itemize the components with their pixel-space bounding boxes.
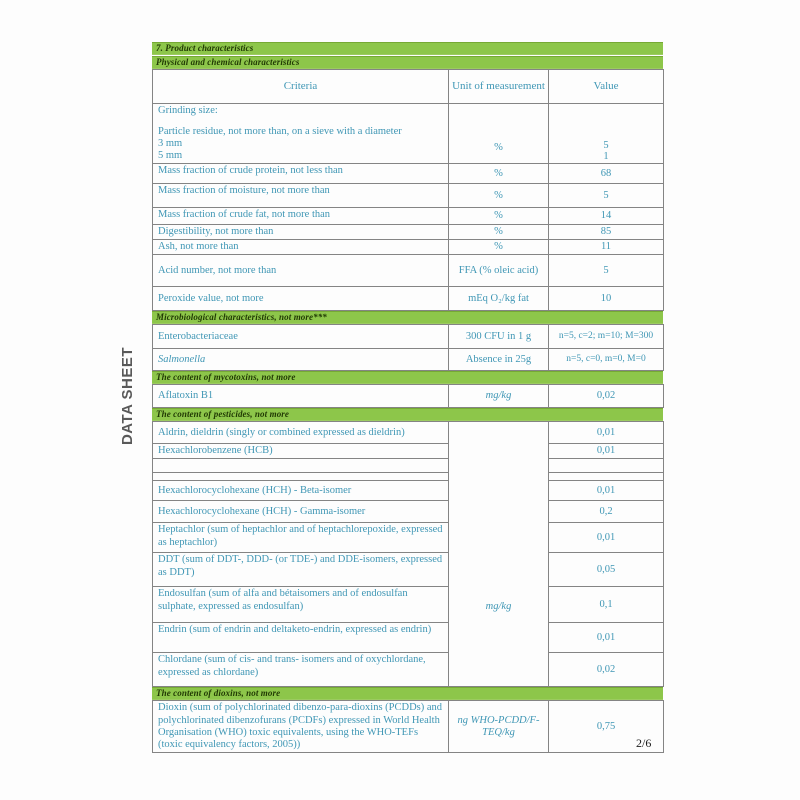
value-cell xyxy=(549,473,664,481)
criteria-cell: Hexachlorocyclohexane (HCH) - Beta-isomer xyxy=(153,481,449,501)
table-row xyxy=(153,240,664,255)
grinding-size-title: Grinding size: xyxy=(158,105,218,116)
section-bar-microbiological: Microbiological characteristics, not more*** xyxy=(152,311,663,324)
unit-cell: % xyxy=(449,225,549,240)
criteria-cell: Mass fraction of crude protein, not less than xyxy=(153,164,449,184)
grinding-size-3mm: 3 mm xyxy=(158,138,183,150)
table-row xyxy=(153,225,664,240)
table-row xyxy=(153,164,664,184)
criteria-cell: DDT (sum of DDT-, DDD- (or TDE-) and DDE-isomers, expressed as DDT) xyxy=(153,553,449,587)
value-cell: 0,01 xyxy=(549,623,664,653)
grinding-value-5mm: 1 xyxy=(603,151,609,163)
criteria-cell: Acid number, not more than xyxy=(153,255,449,287)
table-row xyxy=(153,587,664,623)
mycotoxins-table xyxy=(152,384,664,408)
table-row xyxy=(153,523,664,553)
table-row xyxy=(153,104,664,164)
value-cell: 11 xyxy=(549,240,664,255)
criteria-cell: Aflatoxin B1 xyxy=(153,385,449,408)
table-row xyxy=(153,459,664,473)
page-number: 2/6 xyxy=(636,736,652,750)
value-cell: 0,75 xyxy=(549,701,664,752)
value-cell xyxy=(549,104,664,164)
section-bar-product-characteristics: 7. Product characteristics xyxy=(152,42,663,55)
value-cell: n=5, c=0, m=0, M=0 xyxy=(549,349,664,371)
value-cell: 5 xyxy=(549,255,664,287)
value-cell: 0,01 xyxy=(549,481,664,501)
value-cell: 68 xyxy=(549,164,664,184)
value-cell: 85 xyxy=(549,225,664,240)
value-cell: 0,01 xyxy=(549,444,664,459)
table-row xyxy=(153,422,664,444)
table-row xyxy=(153,385,664,408)
data-sheet-page xyxy=(152,42,663,753)
value-cell: 0,02 xyxy=(549,653,664,687)
criteria-cell xyxy=(153,104,449,164)
table-row xyxy=(153,473,664,481)
table-row xyxy=(153,255,664,287)
table-row xyxy=(153,349,664,371)
criteria-cell: Endosulfan (sum of alfa and bétaisomers and of endosulfan sulphate, expressed as endosulfan) xyxy=(153,587,449,623)
criteria-cell xyxy=(153,459,449,473)
unit-cell: % xyxy=(449,164,549,184)
unit-cell: % xyxy=(449,104,549,164)
criteria-cell: Hexachlorocyclohexane (HCH) - Gamma-isomer xyxy=(153,501,449,523)
unit-cell: % xyxy=(449,184,549,208)
criteria-cell: Heptachlor (sum of heptachlor and of heptachlorepoxide, expressed as heptachlor) xyxy=(153,523,449,553)
section-bar-mycotoxins: The content of mycotoxins, not more xyxy=(152,371,663,384)
value-cell: n=5, c=2; m=10; M=300 xyxy=(549,325,664,349)
section-bar-pesticides: The content of pesticides, not more xyxy=(152,408,663,421)
unit-cell: FFA (% oleic acid) xyxy=(449,255,549,287)
pesticides-table xyxy=(152,421,664,687)
value-cell: 0,1 xyxy=(549,587,664,623)
table-row xyxy=(153,287,664,311)
physical-characteristics-table xyxy=(152,69,664,311)
value-cell xyxy=(549,459,664,473)
criteria-cell: Salmonella xyxy=(153,349,449,371)
value-cell: 5 xyxy=(549,184,664,208)
value-cell: 0,01 xyxy=(549,523,664,553)
table-row xyxy=(153,325,664,349)
criteria-cell: Chlordane (sum of cis- and trans- isomers and of oxychlordane, expressed as chlordane) xyxy=(153,653,449,687)
column-header-unit: Unit of measurement xyxy=(449,70,549,104)
criteria-cell: Mass fraction of crude fat, not more than xyxy=(153,208,449,225)
unit-cell: mEq O₂/kg fat xyxy=(449,287,549,311)
column-header-criteria: Criteria xyxy=(153,70,449,104)
value-cell: 14 xyxy=(549,208,664,225)
unit-cell: % xyxy=(449,208,549,225)
table-row xyxy=(153,501,664,523)
criteria-cell: Ash, not more than xyxy=(153,240,449,255)
table-row xyxy=(153,208,664,225)
table-row xyxy=(153,444,664,459)
section-bar-physical-chemical: Physical and chemical characteristics xyxy=(152,56,663,69)
unit-cell: Absence in 25g xyxy=(449,349,549,371)
table-row xyxy=(153,701,664,752)
criteria-cell xyxy=(153,473,449,481)
table-row xyxy=(153,481,664,501)
criteria-cell: Enterobacteriaceae xyxy=(153,325,449,349)
table-row xyxy=(153,653,664,687)
table-row xyxy=(153,623,664,653)
unit-cell-merged: mg/kg xyxy=(449,422,549,687)
criteria-cell: Endrin (sum of endrin and deltaketo-endrin, expressed as endrin) xyxy=(153,623,449,653)
dioxins-table xyxy=(152,700,664,752)
section-bar-dioxins: The content of dioxins, not more xyxy=(152,687,663,700)
criteria-cell: Digestibility, not more than xyxy=(153,225,449,240)
value-cell: 0,01 xyxy=(549,422,664,444)
criteria-cell: Mass fraction of moisture, not more than xyxy=(153,184,449,208)
unit-cell: mg/kg xyxy=(449,385,549,408)
unit-cell: 300 CFU in 1 g xyxy=(449,325,549,349)
unit-cell: ng WHO-PCDD/F-TEQ/kg xyxy=(449,701,549,752)
unit-cell: % xyxy=(449,240,549,255)
grinding-value-3mm: 5 xyxy=(603,140,609,152)
criteria-cell: Dioxin (sum of polychlorinated dibenzo-para-dioxins (PCDDs) and polychlorinated dibenzofurans (PCDFs) expressed in World Health Organisation (WHO) toxic equivalents, using the WHO-TEFs (toxic equivalency factors, 2005)) xyxy=(153,701,449,752)
value-cell: 0,05 xyxy=(549,553,664,587)
criteria-cell: Hexachlorobenzene (HCB) xyxy=(153,444,449,459)
criteria-cell: Aldrin, dieldrin (singly or combined expressed as dieldrin) xyxy=(153,422,449,444)
value-cell: 0,2 xyxy=(549,501,664,523)
data-sheet-side-label: DATA SHEET xyxy=(119,346,136,446)
grinding-size-5mm: 5 mm xyxy=(158,150,183,162)
table-header-row xyxy=(153,70,664,104)
table-row xyxy=(153,553,664,587)
microbiological-table xyxy=(152,324,664,371)
table-row xyxy=(153,184,664,208)
grinding-size-desc: Particle residue, not more than, on a sieve with a diameter xyxy=(158,126,402,138)
value-cell: 10 xyxy=(549,287,664,311)
column-header-value: Value xyxy=(549,70,664,104)
spacer xyxy=(158,117,443,126)
criteria-cell: Peroxide value, not more xyxy=(153,287,449,311)
value-cell: 0,02 xyxy=(549,385,664,408)
